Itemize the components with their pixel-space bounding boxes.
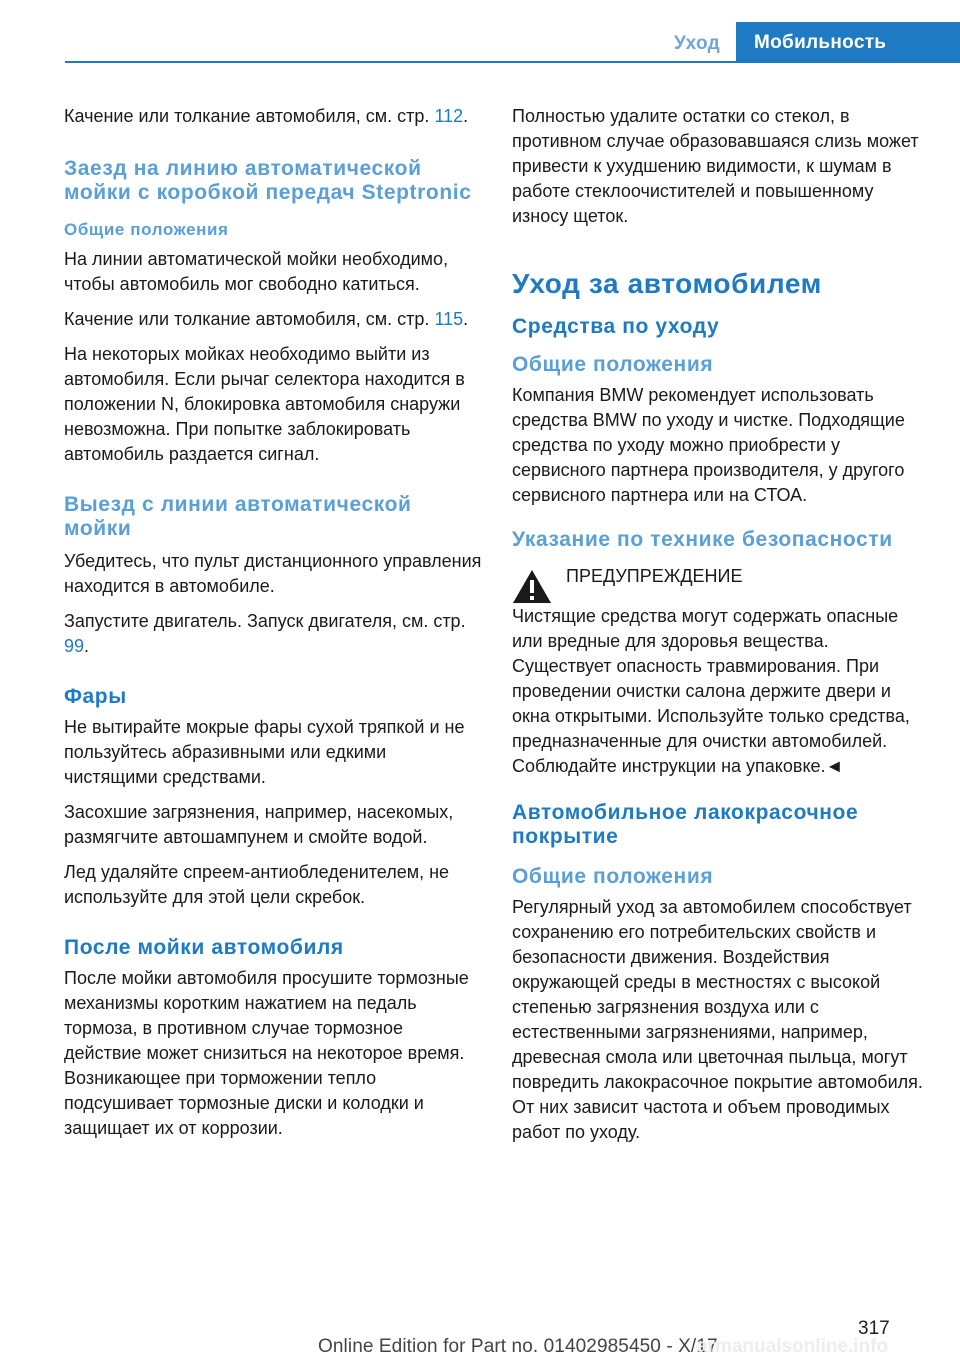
section-heading: Автомобильное лакокрасочное покрытие — [512, 801, 859, 848]
right-column — [512, 104, 932, 1155]
paragraph: Качение или толкание автомобиля, см. стр. 115. — [64, 309, 469, 329]
section-heading: Фары — [64, 685, 127, 708]
paragraph: Запустите двигатель. Запуск двигателя, см. стр. 99. — [64, 611, 466, 656]
paragraph: Качение или толкание автомобиля, см. стр. 112. — [64, 106, 469, 126]
page-number: 317 — [858, 1318, 890, 1339]
tab-mobility[interactable]: Мобильность — [736, 22, 960, 63]
paragraph: На некоторых мойках необходимо выйти из автомобиля. Если рычаг селектора находится в положении N, блокировка автомобиля снаружи невозможна. При попытке заблокировать автомобиль раздается сигнал. — [64, 344, 465, 464]
warning-triangle-icon — [512, 568, 552, 604]
paragraph: Компания BMW рекомендует использовать средства BMW по уходу и чистке. Подходящие средства по уходу можно приобрести у сервисного партнера производителя, у другого сервисного партнера или на СТОА. — [512, 385, 905, 505]
tab-care[interactable]: Уход — [673, 32, 721, 54]
warning-title: ПРЕДУПРЕЖДЕНИЕ — [566, 566, 743, 586]
page-link[interactable]: 115 — [434, 309, 464, 329]
paragraph: Регулярный уход за автомобилем способствует сохранению его потребительских свойств и безопасности движения. Воздействия окружающей среды в местностях с высокой степенью загрязнения воздуха или с естественными загрязнениями, например, древесная смола или цветочная пыльца, могут повредить лакокрасочное покрытие автомобиля. От них зависит частота и объем проводимых работ по уходу. — [512, 897, 923, 1142]
section-heading: Заезд на линию автоматической мойки с коробкой передач Steptronic — [64, 157, 472, 204]
warning-text: Чистящие средства могут содержать опасные или вредные для здоровья вещества. Существует опасность травмирования. При проведении очистки салона держите двери и окна открытыми. Используйте только средства, предназначенные для очистки автомобилей. Соблюдайте инструкции на упаковке.◄ — [512, 606, 910, 776]
paragraph: После мойки автомобиля просушите тормозные механизмы коротким нажатием на педаль тормоза, в противном случае тормозное действие может снизиться на некоторое время. Возникающее при торможении тепло подсушивает тормозные диски и колодки и защищает их от коррозии. — [64, 968, 469, 1138]
section-heading: Выезд с линии автоматической мойки — [64, 493, 412, 540]
subsection-heading: Общие положения — [64, 220, 229, 239]
subsection-heading: Общие положения — [512, 865, 714, 888]
paragraph: Лед удаляйте спреем-антиобледенителем, не используйте для этой цели скребок. — [64, 862, 450, 907]
paragraph: На линии автоматической мойки необходимо, чтобы автомобиль мог свободно катиться. — [64, 249, 449, 294]
section-heading: После мойки автомобиля — [64, 936, 344, 959]
page-link[interactable]: 112 — [434, 106, 464, 126]
subsection-heading: Общие положения — [512, 353, 714, 376]
edition-footer: Online Edition for Part no. 01402985450 - X/17 — [318, 1336, 718, 1357]
paragraph: Полностью удалите остатки со стекол, в противном случае образовавшаяся слизь может привести к ухудшению видимости, к шумам в работе стеклоочистителей и повышенному износу щеток. — [512, 106, 919, 226]
left-column — [64, 104, 484, 1151]
paragraph: Не вытирайте мокрые фары сухой тряпкой и не пользуйтесь абразивными или едкими чистящими средствами. — [64, 717, 465, 787]
paragraph: Засохшие загрязнения, например, насекомых, размягчите автошампунем и смойте водой. — [64, 802, 454, 847]
page-link[interactable]: 99 — [64, 636, 85, 656]
watermark: armanualsonline.info — [697, 1336, 889, 1357]
chapter-heading: Уход за автомобилем — [512, 268, 822, 299]
section-heading: Указание по технике безопасности — [512, 528, 893, 551]
section-heading: Средства по уходу — [512, 315, 720, 338]
warning-block — [512, 566, 932, 604]
paragraph: Убедитесь, что пульт дистанционного управления находится в автомобиле. — [64, 551, 482, 596]
